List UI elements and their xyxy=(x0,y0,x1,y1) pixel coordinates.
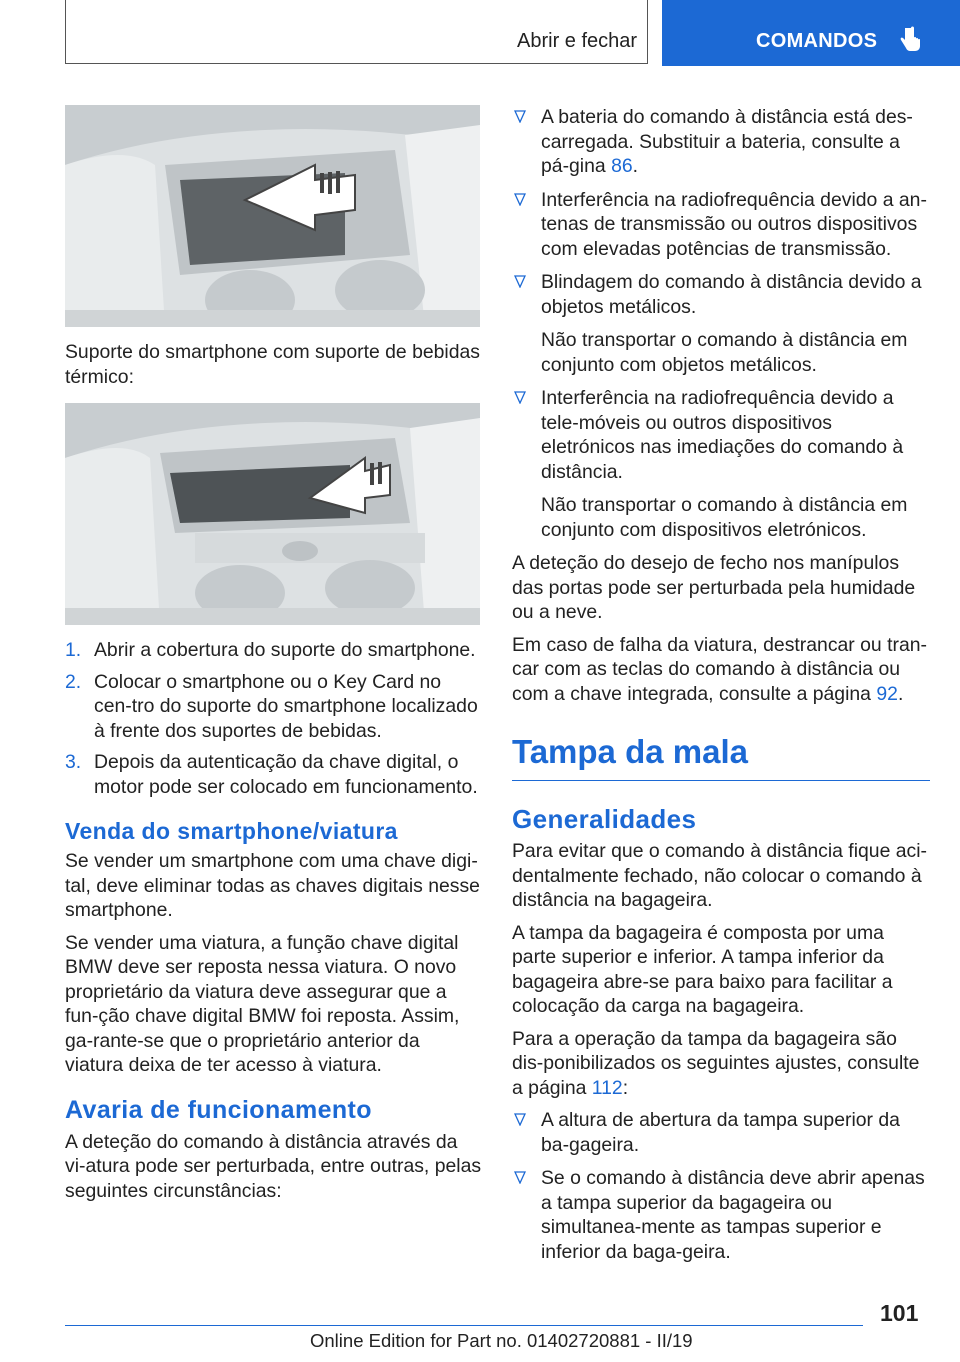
paragraph xyxy=(512,1027,930,1101)
triangle-bullet-icon xyxy=(514,391,526,404)
photo-smartphone-holder xyxy=(65,105,480,327)
section-label: Abrir e fechar xyxy=(517,30,638,52)
bullet-text: Se o comando à distância deve abrir apenas a tampa superior da bagageira ou simultanea-mente as tampas superior e inferior da baga-geira. xyxy=(541,1167,925,1263)
paragraph-text: Para a operação da tampa da bagageira são dis-ponibilizados os seguintes ajustes, consulte a página xyxy=(512,1027,920,1099)
bullet-text: Interferência na radiofrequência devido a tele-móveis ou outros dispositivos eletrónicos nas imediações do comando à distância. xyxy=(541,387,904,483)
bullet-item xyxy=(512,105,930,179)
bullet-text: Blindagem do comando à distância devido a objetos metálicos. xyxy=(541,271,922,318)
page-link[interactable]: 112 xyxy=(591,1076,623,1099)
triangle-bullet-icon xyxy=(514,110,526,123)
hand-pointer-icon xyxy=(900,26,922,52)
bullet-item xyxy=(512,188,930,262)
step-text: Depois da autenticação da chave digital, o motor pode ser colocado em funcionamento. xyxy=(94,751,478,798)
heading-sale: Venda do smartphone/viatura xyxy=(65,818,398,844)
chapter-label: COMANDOS xyxy=(756,30,878,52)
triangle-bullet-icon xyxy=(514,193,526,206)
step-item xyxy=(65,638,483,663)
step-number: 1. xyxy=(65,639,82,661)
chapter-tab[interactable] xyxy=(662,0,960,66)
photo-thermal-cupholder xyxy=(65,403,480,625)
paragraph-text-end: . xyxy=(897,682,904,705)
paragraph: Se vender um smartphone com uma chave digi-tal, deve eliminar todas as chaves digitais nesse smartphone. xyxy=(65,850,480,921)
paragraph: A tampa da bagageira é composta por uma parte superior e inferior. A tampa inferior da bagageira abre-se para baixo para facilitar a colocação da carga na bagageira. xyxy=(512,921,893,1017)
bullet-subtext: Não transportar o comando à distância em conjunto com dispositivos eletrónicos. xyxy=(541,494,908,541)
step-item xyxy=(65,670,483,744)
bullet-text-end: . xyxy=(632,155,639,177)
step-item xyxy=(65,750,483,799)
paragraph-text: Em caso de falha da viatura, destrancar ou tran-car com as teclas do comando à distância ou com a chave integrada, consulte a página xyxy=(512,633,927,705)
step-text: Abrir a cobertura do suporte do smartphone. xyxy=(94,639,476,661)
bullet-subtext: Não transportar o comando à distância em conjunto com objetos metálicos. xyxy=(541,329,908,376)
bullet-item xyxy=(512,270,930,319)
paragraph xyxy=(512,633,930,707)
bullet-text: A altura de abertura da tampa superior da ba-gageira. xyxy=(541,1109,900,1156)
heading-trunk: Tampa da mala xyxy=(512,732,930,781)
step-number: 3. xyxy=(65,751,82,773)
footer-divider xyxy=(65,1325,863,1326)
page-link[interactable]: 86 xyxy=(611,155,633,177)
bullet-item xyxy=(512,1108,930,1157)
bullet-text: A bateria do comando à distância está des-carregada. Substituir a bateria, consulte a pá-gina xyxy=(541,106,913,177)
step-number: 2. xyxy=(65,670,82,693)
page-number: 101 xyxy=(880,1300,919,1326)
heading-fault: Avaria de funcionamento xyxy=(65,1095,372,1124)
bullet-text: Interferência na radiofrequência devido a an-tenas de transmissão ou outros dispositivos com elevadas potências de transmissão. xyxy=(541,188,927,260)
triangle-bullet-icon xyxy=(514,1113,526,1126)
paragraph: A deteção do comando à distância através da vi-atura pode ser perturbada, entre outras, pelas seguintes circunstâncias: xyxy=(65,1130,482,1202)
paragraph: Se vender uma viatura, a função chave digital BMW deve ser reposta nessa viatura. O novo proprietário da viatura deve assegurar que a fun-ção chave digital BMW foi reposta. Assim, ga-rante-se que o proprietário anterior da viatura deixa de ter acesso à viatura. xyxy=(65,931,460,1076)
caption-text: Suporte do smartphone com suporte de bebidas térmico: xyxy=(65,341,481,388)
triangle-bullet-icon xyxy=(514,275,526,288)
heading-general: Generalidades xyxy=(512,804,697,834)
step-text: Colocar o smartphone ou o Key Card no cen-tro do suporte do smartphone localizado à frente dos suportes de bebidas. xyxy=(94,670,478,742)
bullet-item xyxy=(512,1166,930,1264)
bullet-item xyxy=(512,386,930,484)
paragraph: Para evitar que o comando à distância fique aci-dentalmente fechado, não colocar o comando à distância na bagageira. xyxy=(512,840,927,911)
footer-edition: Online Edition for Part no. 01402720881 - II/19 xyxy=(310,1330,693,1351)
triangle-bullet-icon xyxy=(514,1171,526,1184)
paragraph: A deteção do desejo de fecho nos manípulos das portas pode ser perturbada pela humidade ou a neve. xyxy=(512,552,916,623)
page-link[interactable]: 92 xyxy=(876,682,898,705)
paragraph-text-end: : xyxy=(622,1076,629,1099)
